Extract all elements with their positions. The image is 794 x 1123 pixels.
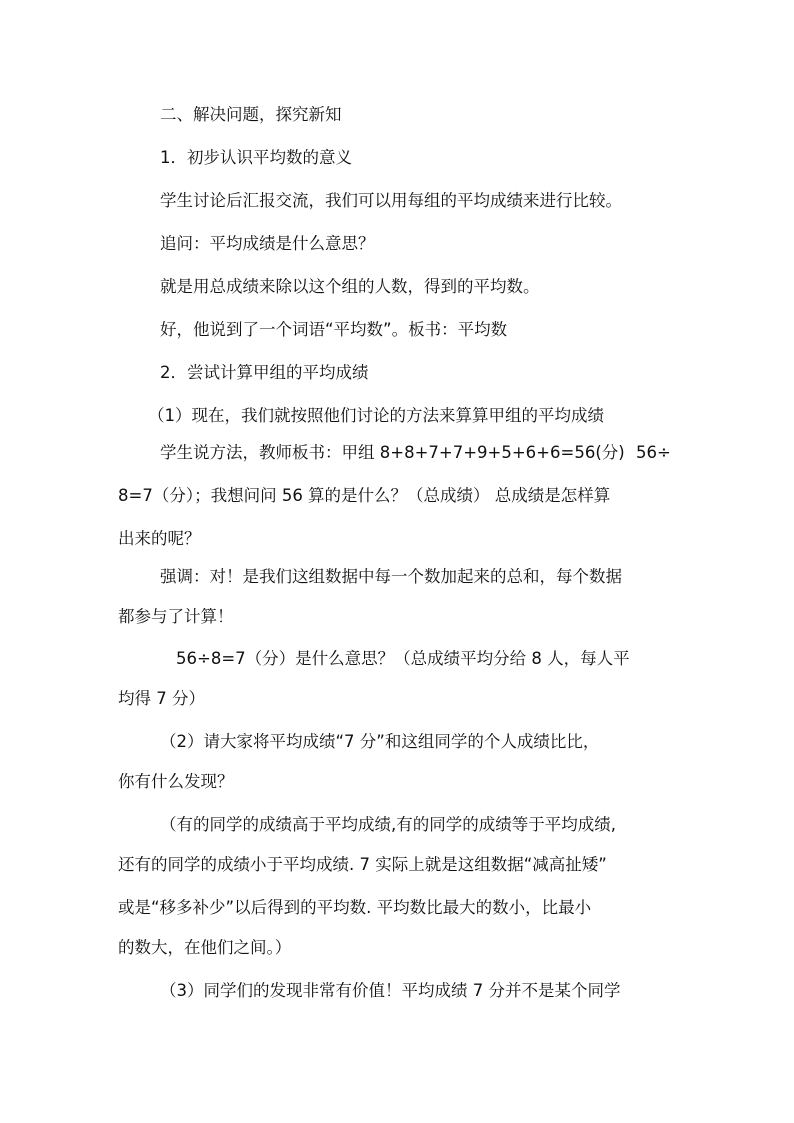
paragraph-line: 追问：平均成绩是什么意思？ <box>160 234 375 253</box>
paragraph-line: 56÷8=7（分）是什么意思？（总成绩平均分给 8 人，每人平 <box>176 649 630 668</box>
paragraph-line: 学生讨论后汇报交流，我们可以用每组的平均成绩来进行比较。 <box>160 191 622 210</box>
paragraph-line: 强调：对！是我们这组数据中每一个数加起来的总和，每个数据 <box>160 567 622 586</box>
paragraph-line: 你有什么发现？ <box>118 772 234 791</box>
paragraph-line: 还有的同学的成绩小于平均成绩. 7 实际上就是这组数据“减高扯矮” <box>118 855 607 874</box>
section-heading: 二、解决问题，探究新知 <box>160 105 342 124</box>
paragraph-line: 都参与了计算！ <box>118 607 234 626</box>
paragraph-line: 56÷ <box>636 443 671 462</box>
paragraph-line: 8=7（分）；我想问问 56 算的是什么？（总成绩） 总成绩是怎样算 <box>118 486 611 505</box>
paragraph-line: 出来的呢？ <box>118 529 201 548</box>
paragraph-line: （2）请大家将平均成绩“7 分”和这组同学的个人成绩比比， <box>160 732 600 751</box>
paragraph-line: 学生说方法，教师板书：甲组 8+8+7+7+9+5+6+6=56(分) <box>160 443 625 462</box>
paragraph-line: 均得 7 分） <box>118 689 205 708</box>
paragraph-line: 好，他说到了一个词语“平均数”。板书：平均数 <box>160 320 508 339</box>
subsection-title-1: 1．初步认识平均数的意义 <box>160 148 352 167</box>
paragraph-line: 或是“移多补少”以后得到的平均数. 平均数比最大的数小，比最小 <box>118 898 592 917</box>
paragraph-line: （有的同学的成绩高于平均成绩,有的同学的成绩等于平均成绩, <box>160 815 616 834</box>
paragraph-line: 就是用总成绩来除以这个组的人数，得到的平均数。 <box>160 277 540 296</box>
paragraph-line: （3）同学们的发现非常有价值！平均成绩 7 分并不是某个同学 <box>160 981 621 1000</box>
paragraph-line: （1）现在，我们就按照他们讨论的方法来算算甲组的平均成绩 <box>148 406 604 425</box>
subsection-title-2: 2．尝试计算甲组的平均成绩 <box>160 363 369 382</box>
paragraph-line: 的数大，在他们之间。） <box>118 938 292 957</box>
